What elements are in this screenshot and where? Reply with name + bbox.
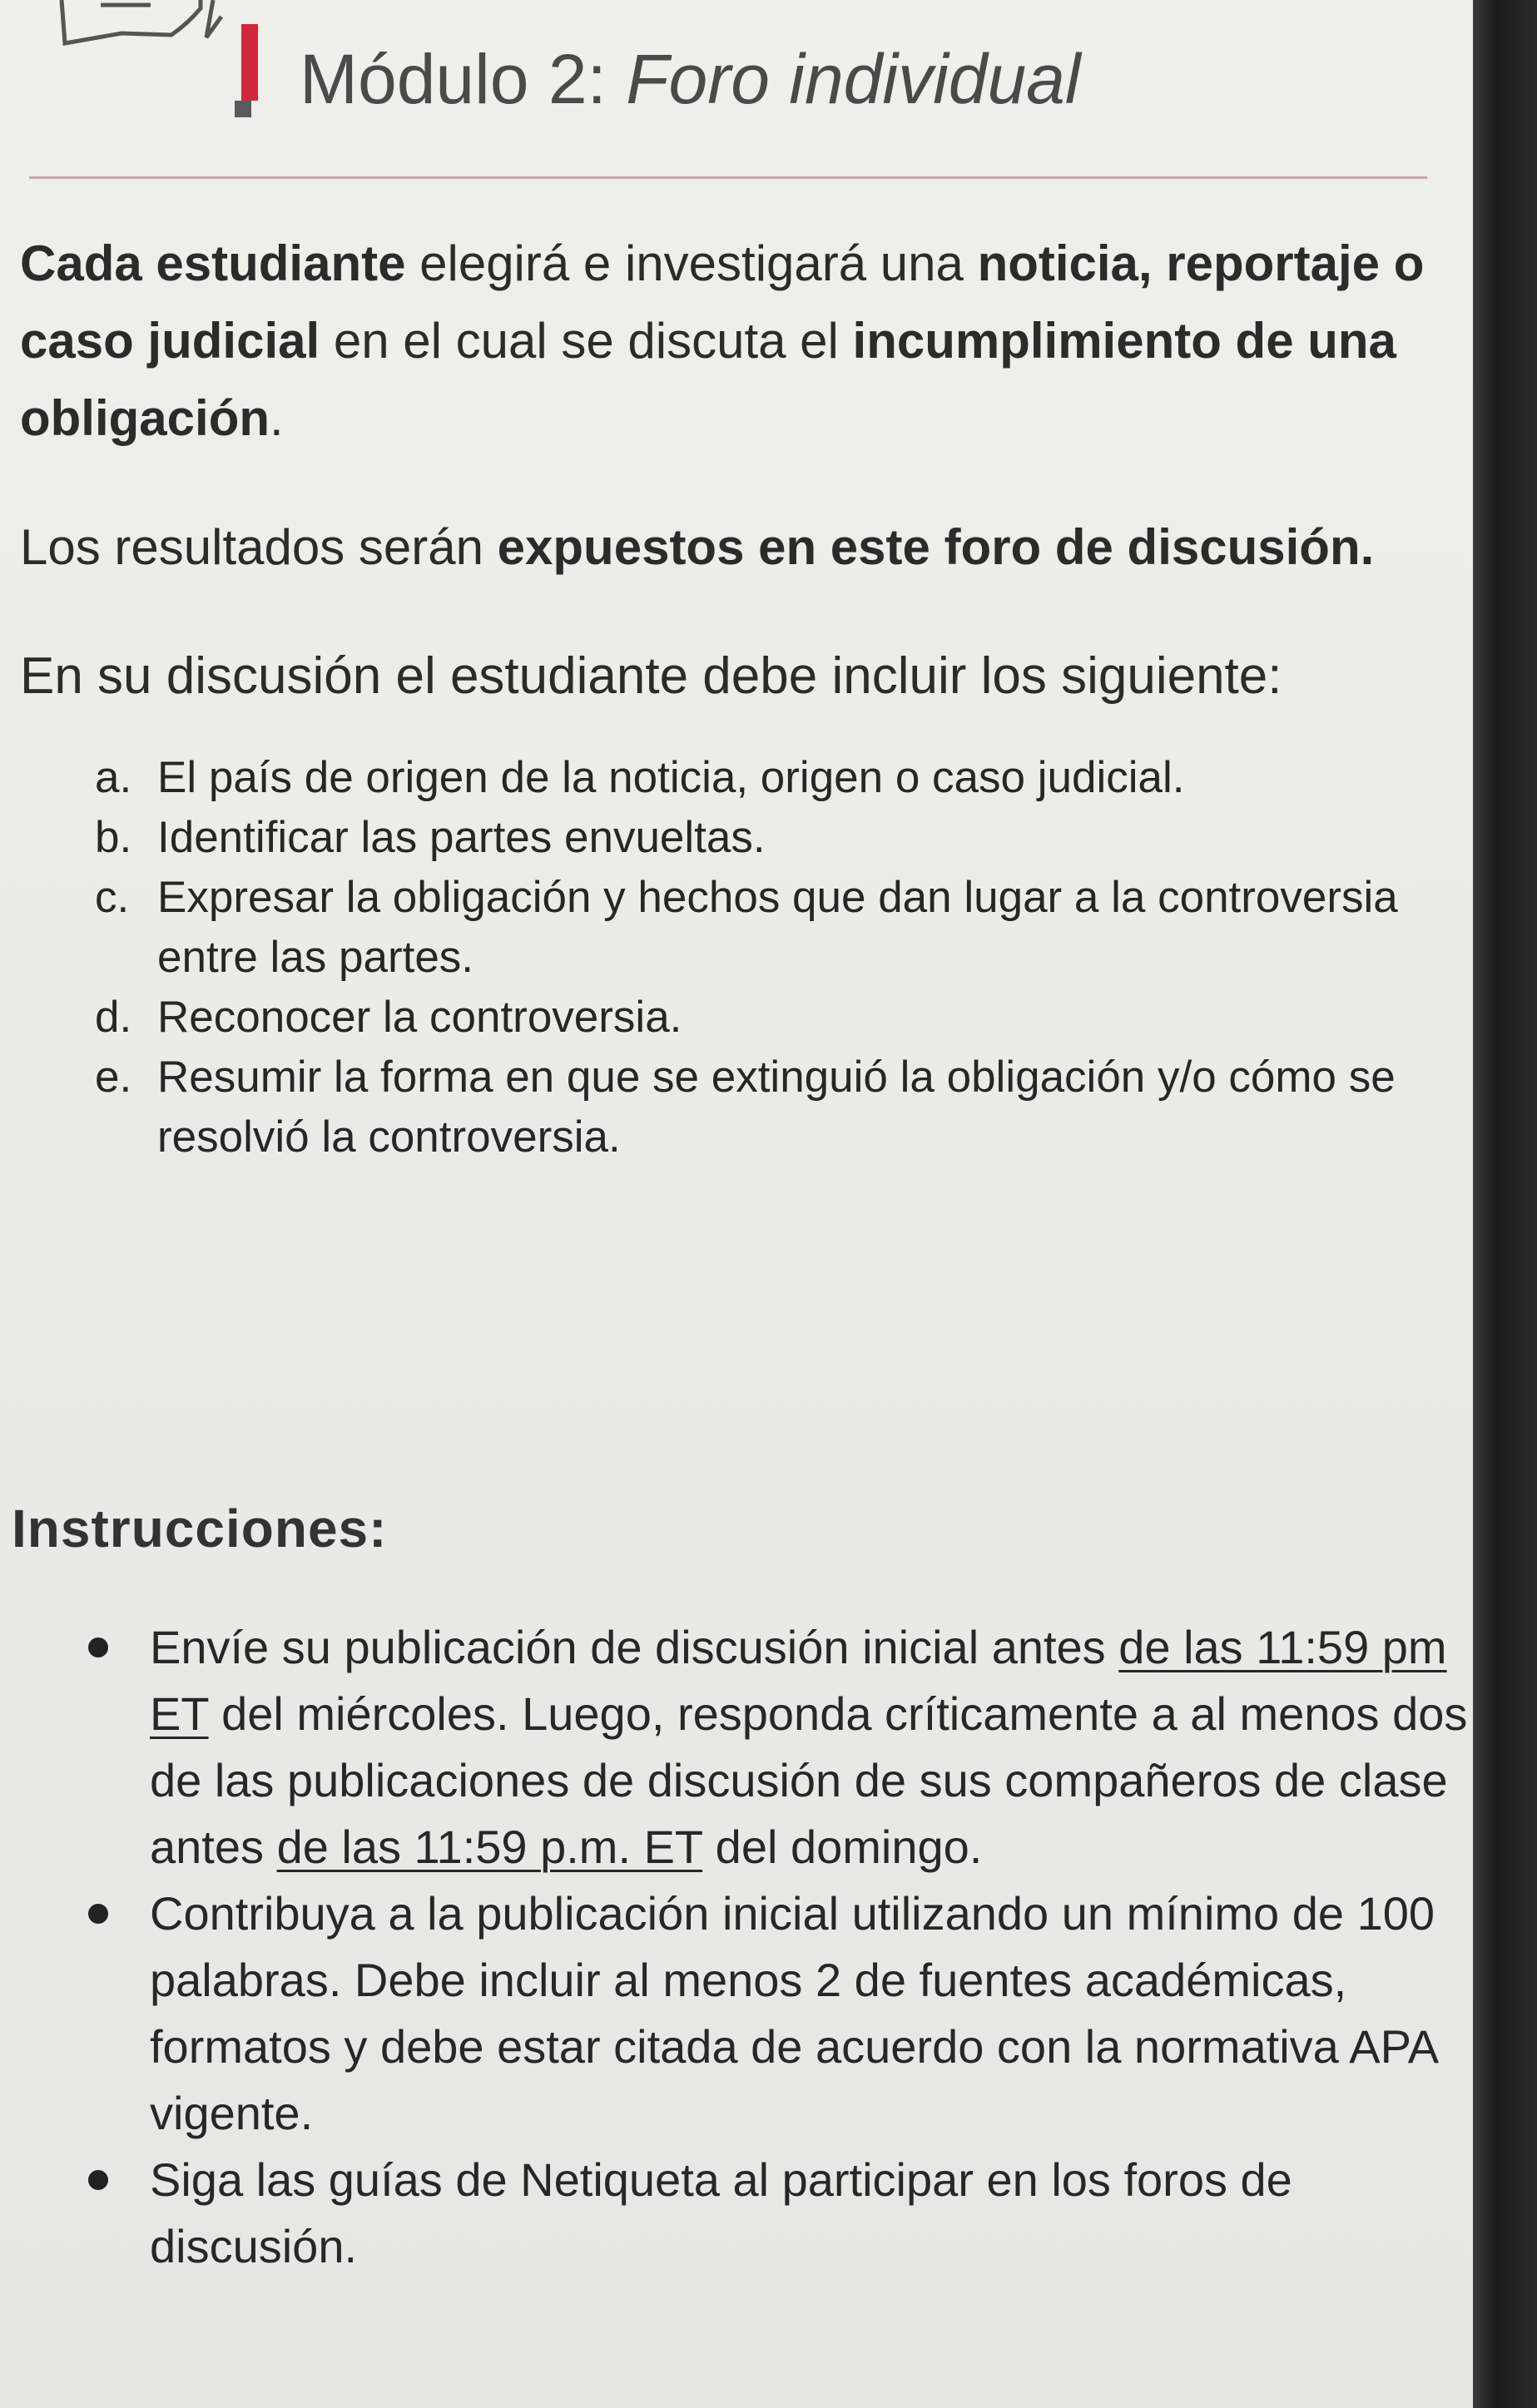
bullet-icon bbox=[83, 1614, 150, 1681]
list-item bbox=[95, 868, 1451, 988]
list-item-text: Reconocer la controversia. bbox=[157, 993, 682, 1042]
deadline-link-sunday[interactable]: de las 11:59 p.m. ET bbox=[276, 1821, 703, 1873]
instructions-list bbox=[83, 1614, 1506, 2280]
instructions-heading: Instrucciones: bbox=[12, 1499, 388, 1558]
instruction-text: Envíe su publicación de discusión inicial antes bbox=[150, 1621, 1119, 1673]
results-strong: expuestos en este foro de discusión. bbox=[497, 519, 1375, 575]
instruction-text: del domingo. bbox=[702, 1821, 983, 1873]
list-item bbox=[83, 1880, 1506, 2147]
instruction-text: del miércoles. Luego, responda críticamente a al menos dos de las publicaciones de discusión de sus compañeros de clase antes bbox=[150, 1687, 1468, 1873]
device-bezel bbox=[1473, 0, 1537, 2408]
list-item bbox=[95, 808, 1451, 868]
requirements-list bbox=[20, 748, 1451, 1167]
header-divider bbox=[29, 176, 1427, 179]
list-item bbox=[95, 988, 1451, 1048]
list-item-text: El país de origen de la noticia, origen o caso judicial. bbox=[157, 753, 1185, 802]
bullet-icon bbox=[83, 1880, 150, 1947]
list-marker: c. bbox=[95, 873, 130, 922]
requirements-heading: En su discusión el estudiante debe incluir los siguiente: bbox=[20, 647, 1282, 705]
page-title bbox=[300, 39, 1081, 120]
list-marker: e. bbox=[95, 1053, 132, 1102]
list-item-text: Resumir la forma en que se extinguió la obligación y/o cómo se resolvió la controversia. bbox=[157, 1053, 1396, 1162]
intro-paragraph bbox=[20, 225, 1451, 457]
accent-bar bbox=[241, 24, 258, 101]
list-item bbox=[83, 2147, 1506, 2280]
list-item-text: Identificar las partes envueltas. bbox=[157, 813, 766, 862]
intro-text-3: . bbox=[270, 390, 284, 446]
list-marker: b. bbox=[95, 813, 132, 862]
intro-strong-2: noticia, reportaje o caso judicial bbox=[20, 235, 1425, 369]
deadline-link-wednesday[interactable]: de las 11:59 pm ET bbox=[150, 1621, 1447, 1740]
title-italic: Foro individual bbox=[626, 39, 1081, 118]
results-text: Los resultados serán bbox=[20, 519, 498, 575]
chat-bubble-icon bbox=[55, 0, 230, 50]
list-item-text bbox=[150, 1614, 1506, 1880]
list-item bbox=[83, 1614, 1506, 1880]
intro-strong-3: incumplimiento de una obligación bbox=[20, 313, 1396, 446]
module-header bbox=[233, 17, 1081, 141]
list-item-text: Siga las guías de Netiqueta al participar en los foros de discusión. bbox=[150, 2153, 1292, 2272]
list-item-text: Contribuya a la publicación inicial utilizando un mínimo de 100 palabras. Debe incluir al menos 2 de fuentes académicas, formatos y debe estar citada de acuerdo con la normativa APA vigente. bbox=[150, 1887, 1437, 2139]
intro-strong-1: Cada estudiante bbox=[20, 235, 406, 291]
list-item-text: Expresar la obligación y hechos que dan lugar a la controversia entre las partes. bbox=[157, 873, 1398, 982]
intro-text-2: en el cual se discuta el bbox=[320, 313, 853, 369]
list-item bbox=[95, 748, 1451, 808]
bullet-icon bbox=[83, 2147, 150, 2213]
title-prefix: Módulo 2: bbox=[300, 39, 607, 118]
list-marker: a. bbox=[95, 753, 132, 802]
list-item bbox=[95, 1048, 1451, 1167]
intro-text-1: elegirá e investigará una bbox=[405, 235, 978, 291]
main-content bbox=[20, 225, 1451, 1167]
list-marker: d. bbox=[95, 993, 132, 1042]
results-paragraph bbox=[20, 508, 1451, 586]
